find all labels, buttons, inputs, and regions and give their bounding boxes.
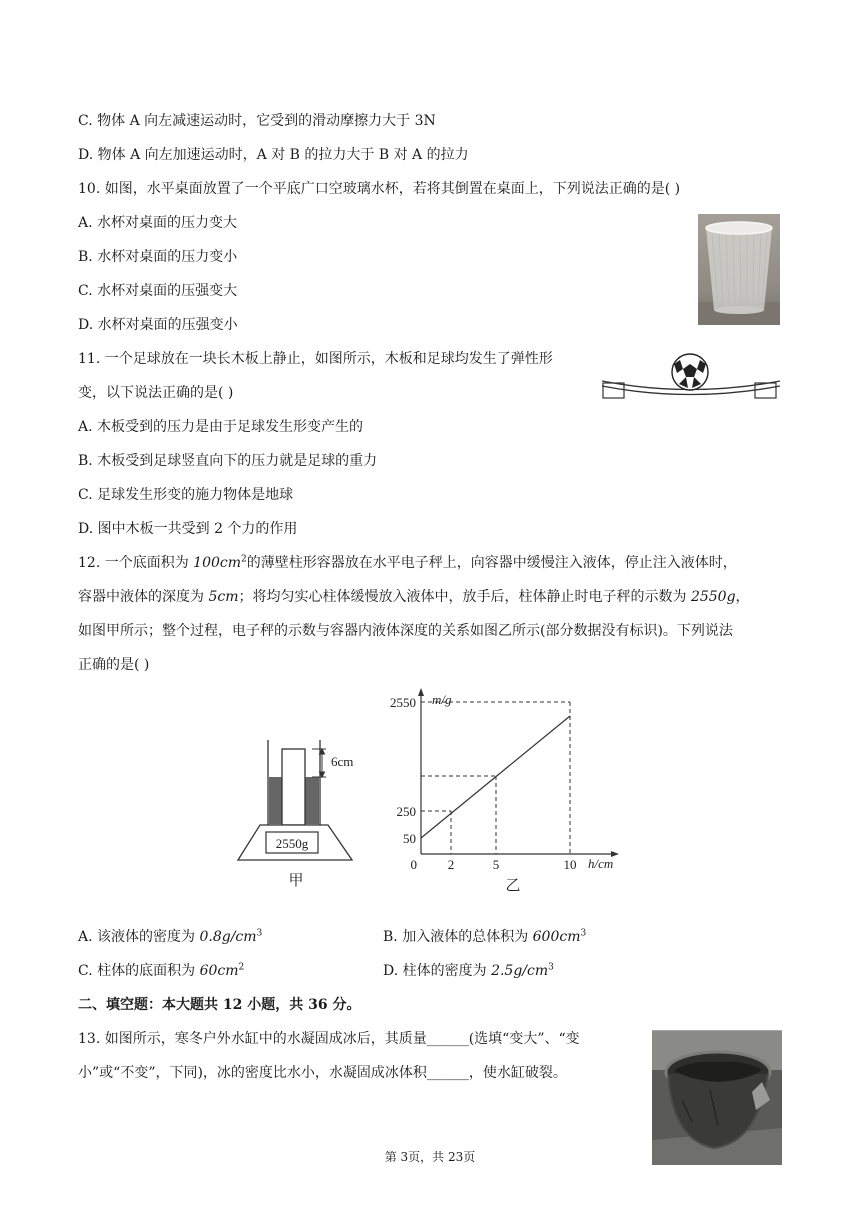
q11-stem-line1: 11. 一个足球放在一块长木板上静止，如图所示，木板和足球均发生了弹性形 bbox=[78, 351, 553, 367]
q12-option-c: C. 柱体的底面积为 $60cm^2$ bbox=[78, 962, 245, 979]
q11-stem-line2: 变，以下说法正确的是( ) bbox=[78, 385, 234, 401]
q12-option-b: B. 加入液体的总体积为 $600cm^3$ bbox=[383, 928, 587, 945]
q13-stem-line1: 13. 如图所示，寒冬户外水缸中的水凝固成冰后，其质量______(选填“变大”、“变 bbox=[78, 1031, 580, 1047]
x-tick-10: 10 bbox=[563, 857, 577, 872]
section-heading-fill-in: 二、填空题：本大题共 12 小题，共 36 分。 bbox=[78, 997, 361, 1013]
caption-yi: 乙 bbox=[505, 876, 521, 894]
q11-option-d: D. 图中木板一共受到 2 个力的作用 bbox=[78, 521, 298, 537]
q12-stem-line1: 12. 一个底面积为 $100cm^2$的薄壁柱形容器放在水平电子秤上，向容器中缓慢注入液体，停止注入液体时， bbox=[78, 554, 737, 571]
x-tick-5: 5 bbox=[492, 857, 500, 872]
cracked-water-vat-photo bbox=[652, 1030, 782, 1165]
q10-option-a: A. 水杯对桌面的压力变大 bbox=[78, 215, 238, 231]
y-axis-arrow bbox=[418, 688, 424, 696]
q12-option-a: A. 该液体的密度为 $0.8g/cm^3$ bbox=[78, 928, 263, 945]
origin-label: 0 bbox=[410, 857, 417, 872]
q9-option-c: C. 物体 A 向左减速运动时，它受到的滑动摩擦力大于 3N bbox=[78, 113, 436, 129]
y-tick-50: 50 bbox=[403, 831, 416, 846]
x-axis-label: h/cm bbox=[588, 856, 614, 871]
glass-cup-photo bbox=[698, 214, 780, 325]
q13-stem-line2: 小”或“不变”，下同)，冰的密度比水小，水凝固成冰体积______，使水缸破裂。 bbox=[78, 1065, 567, 1081]
y-tick-250: 250 bbox=[396, 804, 416, 819]
q12-stem-line4: 正确的是( ) bbox=[78, 657, 150, 673]
q10-option-b: B. 水杯对桌面的压力变小 bbox=[78, 249, 238, 265]
q11-option-b: B. 木板受到足球竖直向下的压力就是足球的重力 bbox=[78, 453, 378, 469]
football-on-board-figure bbox=[600, 350, 782, 402]
y-tick-2550: 2550 bbox=[390, 695, 416, 710]
caption-jia: 甲 bbox=[288, 871, 304, 889]
q12-option-d: D. 柱体的密度为 $2.5g/cm^3$ bbox=[383, 962, 554, 979]
figure-jia-container bbox=[234, 735, 384, 895]
scale-reading: 2550g bbox=[275, 836, 309, 851]
page-footer: 第 3页，共 23页 bbox=[384, 1150, 476, 1164]
y-axis-label: m/g bbox=[432, 692, 452, 707]
q11-option-a: A. 木板受到的压力是由于足球发生形变产生的 bbox=[78, 419, 364, 435]
x-tick-2: 2 bbox=[447, 857, 455, 872]
q10-stem: 10. 如图，水平桌面放置了一个平底广口空玻璃水杯，若将其倒置在桌面上，下列说法正确的是( ) bbox=[78, 181, 681, 197]
q12-stem-line2: 容器中液体的深度为 5cm；将均匀实心柱体缓慢放入液体中，放手后，柱体静止时电子秤的示数为 2550g， bbox=[78, 589, 750, 605]
q10-option-c: C. 水杯对桌面的压强变大 bbox=[78, 283, 238, 299]
q10-option-d: D. 水杯对桌面的压强变小 bbox=[78, 317, 238, 333]
q11-option-c: C. 足球发生形变的施力物体是地球 bbox=[78, 487, 294, 503]
dim-label-6cm: 6cm bbox=[331, 754, 354, 769]
q12-stem-line3: 如图甲所示；整个过程，电子秤的示数与容器内液体深度的关系如图乙所示(部分数据没有标识)。下列说法 bbox=[78, 623, 733, 639]
figure-yi-graph bbox=[385, 680, 635, 895]
q9-option-d: D. 物体 A 向左加速运动时，A 对 B 的拉力大于 B 对 A 的拉力 bbox=[78, 147, 469, 163]
